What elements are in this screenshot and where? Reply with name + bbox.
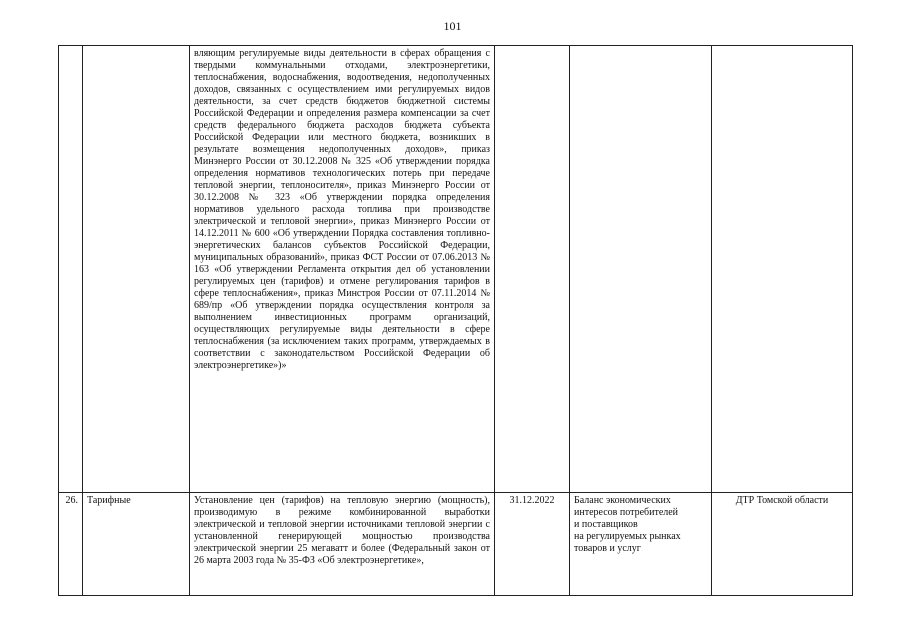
cell-date: 31.12.2022 [495, 493, 570, 596]
effect-line: интересов потребителей [574, 507, 679, 518]
cell-responsible [712, 46, 853, 493]
effect-line: и поставщиков [574, 519, 638, 530]
cell-name [83, 46, 190, 493]
cell-effect [570, 493, 712, 596]
effect-line: товаров и услуг [574, 543, 641, 554]
table-row [59, 493, 853, 596]
cell-number: 26. [59, 493, 83, 596]
cell-text: Установление цен (тарифов) на тепловую энергию (мощность), производимую в режиме комбинированной выработки электрической и тепловой энергии источниками тепловой энергии с установленной генерирующей мощностью производства электрической энергии 25 мегаватт и более (Федеральный закон от 26 марта 2003 года № 35-ФЗ «Об электроэнергетике», [190, 493, 495, 596]
cell-date [495, 46, 570, 493]
cell-effect [570, 46, 712, 493]
cell-text: вляющим регулируемые виды деятельности в сферах обращения с твердыми коммунальными отходами, электроэнергетики, теплоснабжения, водоснабжения, водоотведения, недополученных доходов, связанных с осуществлением ими регулируемых видов деятельности, за счет средств бюджетов бюджетной системы Российской Федерации и определения размера компенсации за счет средств федерального бюджета расходов бюджета субъекта Российской Федерации или местного бюджета, возникших в результате возмещения недополученных доходов», приказ Минэнерго России от 30.12.2008 № 325 «Об утверждении порядка определения нормативов технологических потерь при передаче тепловой энергии, теплоносителя», приказ Минэнерго России от 30.12.2008 № 323 «Об утверждении порядка определения нормативов удельного расхода топлива при производстве электрической и тепловой энергии», приказ Минэнерго России от 14.12.2011 № 600 «Об утверждении Порядка составления топливно-энергетических балансов субъектов Российской Федерации, муниципальных образований», приказ ФСТ России от 07.06.2013 № 163 «Об утверждении Регламента открытия дел об установлении регулируемых цен (тарифов) и отмене регулирования тарифов в сфере теплоснабжения», приказ Минстроя России от 07.11.2014 № 689/пр «Об утверждении порядка осуществления контроля за выполнением инвестиционных программ организаций, осуществляющих регулируемые виды деятельности в сфере теплоснабжения (за исключением таких программ, утверждаемых в соответствии с законодательством Российской Федерации об электроэнергетике»)» [190, 46, 495, 493]
effect-line: на регулируемых рынках [574, 531, 681, 542]
cell-number [59, 46, 83, 493]
measures-table [58, 45, 853, 596]
page-number: 101 [443, 19, 462, 33]
cell-responsible: ДТР Томской области [712, 493, 853, 596]
table-row [59, 46, 853, 493]
effect-line: Баланс экономических [574, 495, 671, 506]
cell-name: Тарифные [83, 493, 190, 596]
